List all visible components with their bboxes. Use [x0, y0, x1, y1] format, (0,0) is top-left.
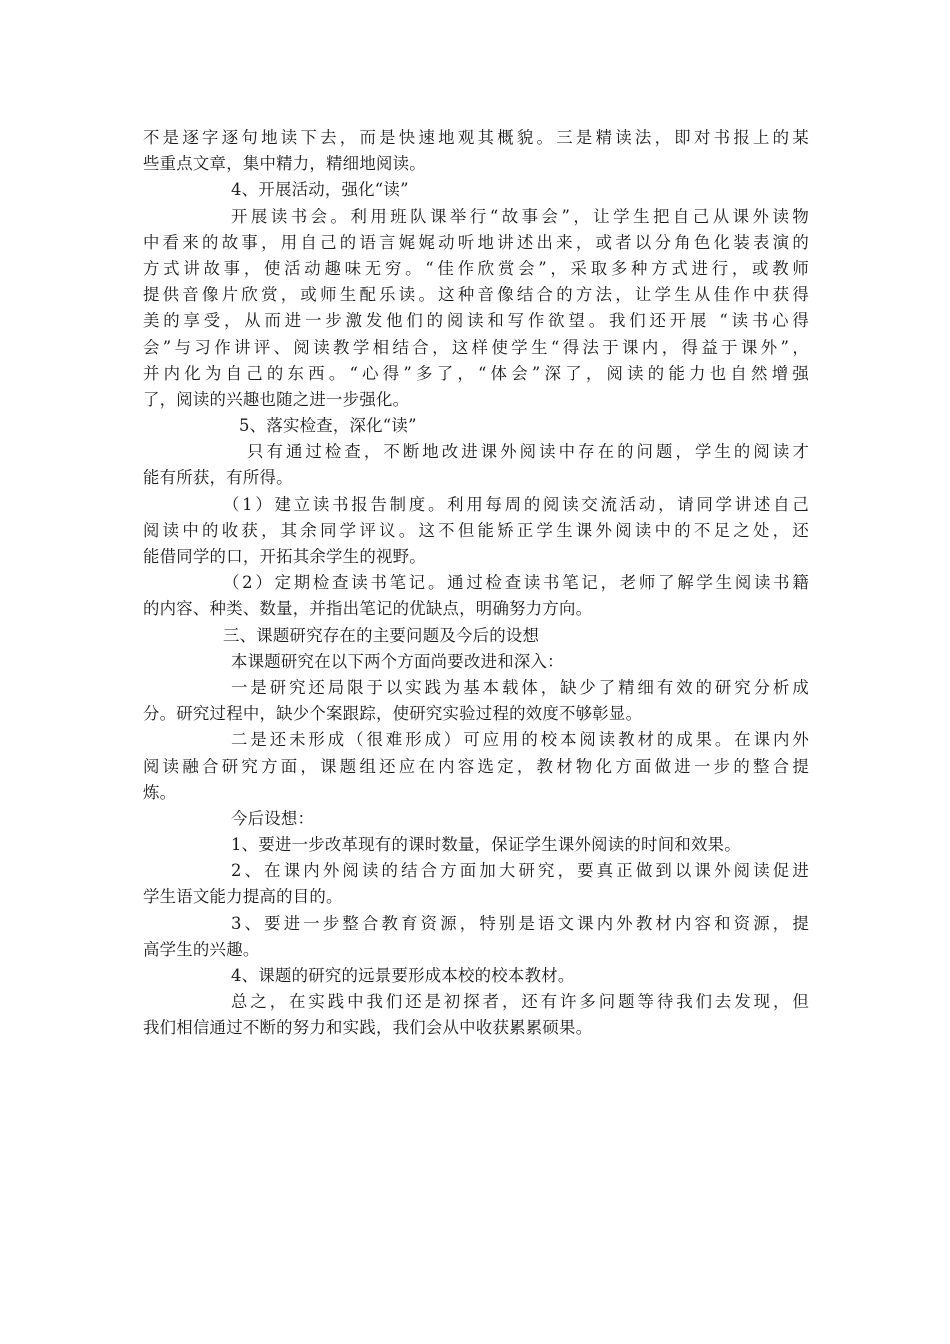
text-line: 美的享受，从而进一步激发他们的阅读和写作欲望。我们还开展 “读书心得 — [143, 311, 809, 331]
text-line: 会”与习作讲评、阅读教学相结合，这样使学生“得法于课内，得益于课外”， — [143, 337, 809, 357]
text-line: 一是研究还局限于以实践为基本载体，缺少了精细有效的研究分析成 — [231, 677, 809, 697]
text-line: 能借同学的口，开拓其余学生的视野。 — [143, 547, 426, 566]
text-line: 开展读书会。利用班队课举行“故事会”，让学生把自己从课外读物 — [231, 206, 809, 226]
text-line: 二是还未形成（很难形成）可应用的校本阅读教材的成果。在课内外 — [231, 730, 809, 750]
text-line: 了，阅读的兴趣也随之进一步强化。 — [143, 389, 410, 409]
text-line: 炼。 — [143, 782, 177, 802]
list-item: 4、课题的研究的远景要形成本校的校本教材。 — [231, 966, 575, 985]
text-line: 本课题研究在以下两个方面尚要改进和深入： — [231, 651, 564, 671]
text-line: （2）定期检查读书笔记。通过检查读书笔记，老师了解学生阅读书籍 — [223, 573, 809, 593]
text-line: 中看来的故事，用自己的语言娓娓动听地讲述出来，或者以分角色化装表演的 — [143, 232, 809, 252]
list-item: 1、要进一步改革现有的课时数量，保证学生课外阅读的时间和效果。 — [231, 835, 741, 855]
text-line: 阅读中的收获，其余同学评议。这不但能矫正学生课外阅读中的不足之处，还 — [143, 520, 809, 540]
text-line: 提供音像片欣赏，或师生配乐读。这种音像结合的方法，让学生从佳作中获得 — [143, 285, 809, 305]
text-line: 总之，在实践中我们还是初探者，还有许多问题等待我们去发现，但 — [231, 992, 809, 1012]
list-item: 3、要进一步整合教育资源，特别是语文课内外教材内容和资源，提 — [231, 913, 809, 933]
text-line: 我们相信通过不断的努力和实践，我们会从中收获累累硕果。 — [143, 1018, 593, 1038]
section-heading: 三、课题研究存在的主要问题及今后的设想 — [223, 625, 540, 645]
text-line: 只有通过检查，不断地改进课外阅读中存在的问题，学生的阅读才 — [247, 442, 809, 462]
document-body — [143, 125, 809, 1042]
text-line: （1）建立读书报告制度。利用每周的阅读交流活动，请同学讲述自己 — [223, 494, 809, 514]
text-line: 些重点文章，集中精力，精细地阅读。 — [143, 154, 426, 174]
section-heading: 5、落实检查，深化“读” — [239, 416, 417, 436]
text-line: 阅读融合研究方面，课题组还应在内容选定，教材物化方面做进一步的整合提 — [143, 756, 809, 776]
text-line: 今后设想： — [231, 808, 315, 828]
text-line: 分。研究过程中，缺少个案跟踪，使研究实验过程的效度不够彰显。 — [143, 704, 643, 724]
text-line: 并内化为自己的东西。“心得”多了，“体会”深了，阅读的能力也自然增强 — [143, 363, 809, 383]
text-line: 能有所获，有所得。 — [143, 468, 293, 488]
text-line: 方式讲故事，使活动趣味无穷。“佳作欣赏会”，采取多种方式进行，或教师 — [143, 258, 809, 278]
section-heading: 4、开展活动，强化“读” — [231, 180, 409, 200]
text-line: 高学生的兴趣。 — [143, 939, 260, 959]
text-line: 的内容、种类、数量，并指出笔记的优缺点，明确努力方向。 — [143, 599, 593, 619]
list-item: 2、在课内外阅读的结合方面加大研究，要真正做到以课外阅读促进 — [231, 861, 809, 881]
text-line: 不是逐字逐句地读下去，而是快速地观其概貌。三是精读法，即对书报上的某 — [143, 128, 809, 147]
text-line: 学生语文能力提高的目的。 — [143, 887, 343, 907]
